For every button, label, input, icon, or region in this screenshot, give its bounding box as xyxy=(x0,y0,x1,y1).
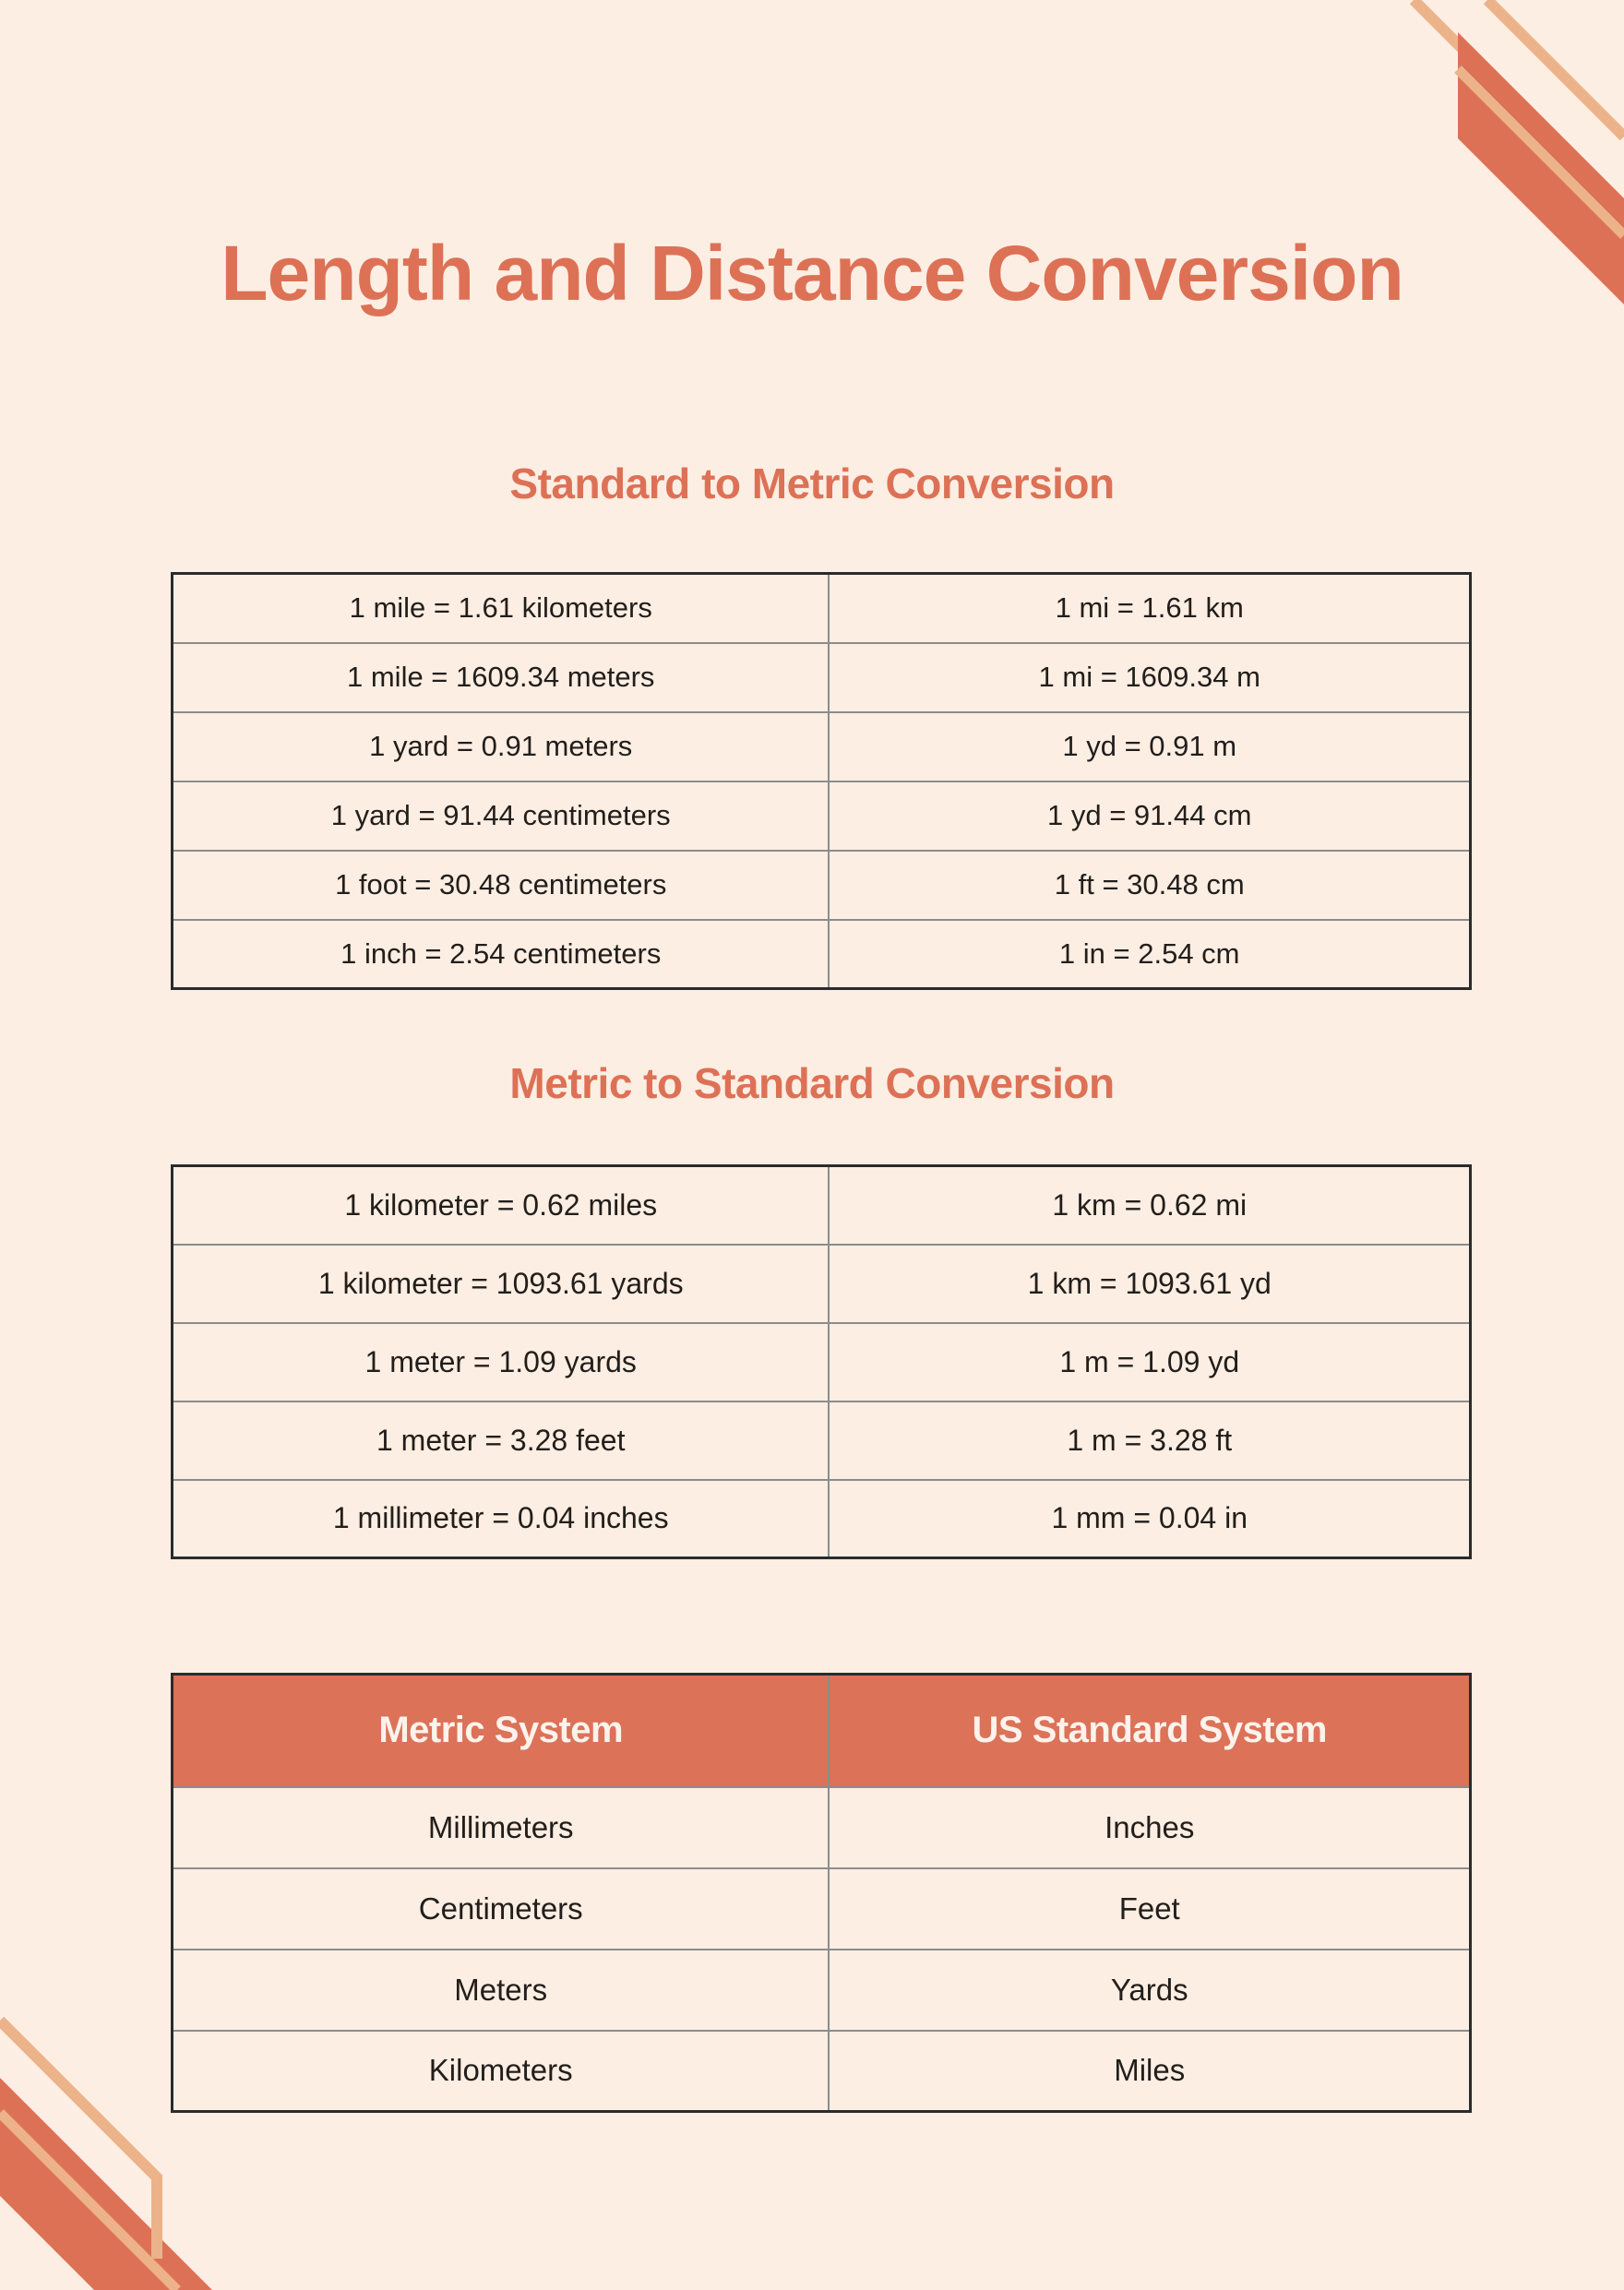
conversion-full: 1 mile = 1609.34 meters xyxy=(173,643,830,712)
conversion-abbr: 1 yd = 0.91 m xyxy=(829,712,1470,781)
conversion-full: 1 meter = 3.28 feet xyxy=(173,1401,830,1480)
table-row xyxy=(173,574,1471,643)
metric-unit: Meters xyxy=(173,1950,830,2031)
conversion-abbr: 1 mm = 0.04 in xyxy=(829,1480,1470,1558)
table-header-row xyxy=(173,1675,1471,1787)
us-unit: Feet xyxy=(829,1868,1470,1950)
header-metric-system: Metric System xyxy=(173,1675,830,1787)
table-row xyxy=(173,643,1471,712)
conversion-table-standard-to-metric xyxy=(171,572,1472,990)
table-row xyxy=(173,1166,1471,1245)
page-title: Length and Distance Conversion xyxy=(221,230,1403,316)
conversion-abbr: 1 km = 0.62 mi xyxy=(829,1166,1470,1245)
conversion-abbr: 1 yd = 91.44 cm xyxy=(829,781,1470,851)
table-row xyxy=(173,1323,1471,1401)
section-heading-metric-to-standard: Metric to Standard Conversion xyxy=(509,1059,1115,1107)
conversion-abbr: 1 mi = 1.61 km xyxy=(829,574,1470,643)
conversion-full: 1 kilometer = 0.62 miles xyxy=(173,1166,830,1245)
table-row xyxy=(173,1787,1471,1868)
conversion-full: 1 yard = 91.44 centimeters xyxy=(173,781,830,851)
conversion-table-metric-to-standard xyxy=(171,1164,1472,1559)
table-row xyxy=(173,781,1471,851)
us-unit: Inches xyxy=(829,1787,1470,1868)
table-row xyxy=(173,1401,1471,1480)
conversion-abbr: 1 m = 1.09 yd xyxy=(829,1323,1470,1401)
conversion-full: 1 yard = 0.91 meters xyxy=(173,712,830,781)
table-row xyxy=(173,851,1471,920)
us-unit: Miles xyxy=(829,2031,1470,2112)
conversion-abbr: 1 mi = 1609.34 m xyxy=(829,643,1470,712)
conversion-full: 1 meter = 1.09 yards xyxy=(173,1323,830,1401)
table-row xyxy=(173,1868,1471,1950)
conversion-abbr: 1 km = 1093.61 yd xyxy=(829,1245,1470,1323)
conversion-full: 1 millimeter = 0.04 inches xyxy=(173,1480,830,1558)
header-us-standard-system: US Standard System xyxy=(829,1675,1470,1787)
table-row xyxy=(173,2031,1471,2112)
conversion-abbr: 1 ft = 30.48 cm xyxy=(829,851,1470,920)
conversion-abbr: 1 m = 3.28 ft xyxy=(829,1401,1470,1480)
conversion-full: 1 kilometer = 1093.61 yards xyxy=(173,1245,830,1323)
conversion-full: 1 mile = 1.61 kilometers xyxy=(173,574,830,643)
conversion-abbr: 1 in = 2.54 cm xyxy=(829,920,1470,989)
metric-unit: Millimeters xyxy=(173,1787,830,1868)
system-comparison-table xyxy=(171,1673,1472,2113)
table-row xyxy=(173,1950,1471,2031)
table-row xyxy=(173,1245,1471,1323)
table-row xyxy=(173,920,1471,989)
table-row xyxy=(173,1480,1471,1558)
metric-unit: Centimeters xyxy=(173,1868,830,1950)
us-unit: Yards xyxy=(829,1950,1470,2031)
conversion-full: 1 inch = 2.54 centimeters xyxy=(173,920,830,989)
conversion-full: 1 foot = 30.48 centimeters xyxy=(173,851,830,920)
table-row xyxy=(173,712,1471,781)
section-heading-standard-to-metric: Standard to Metric Conversion xyxy=(509,459,1115,507)
metric-unit: Kilometers xyxy=(173,2031,830,2112)
